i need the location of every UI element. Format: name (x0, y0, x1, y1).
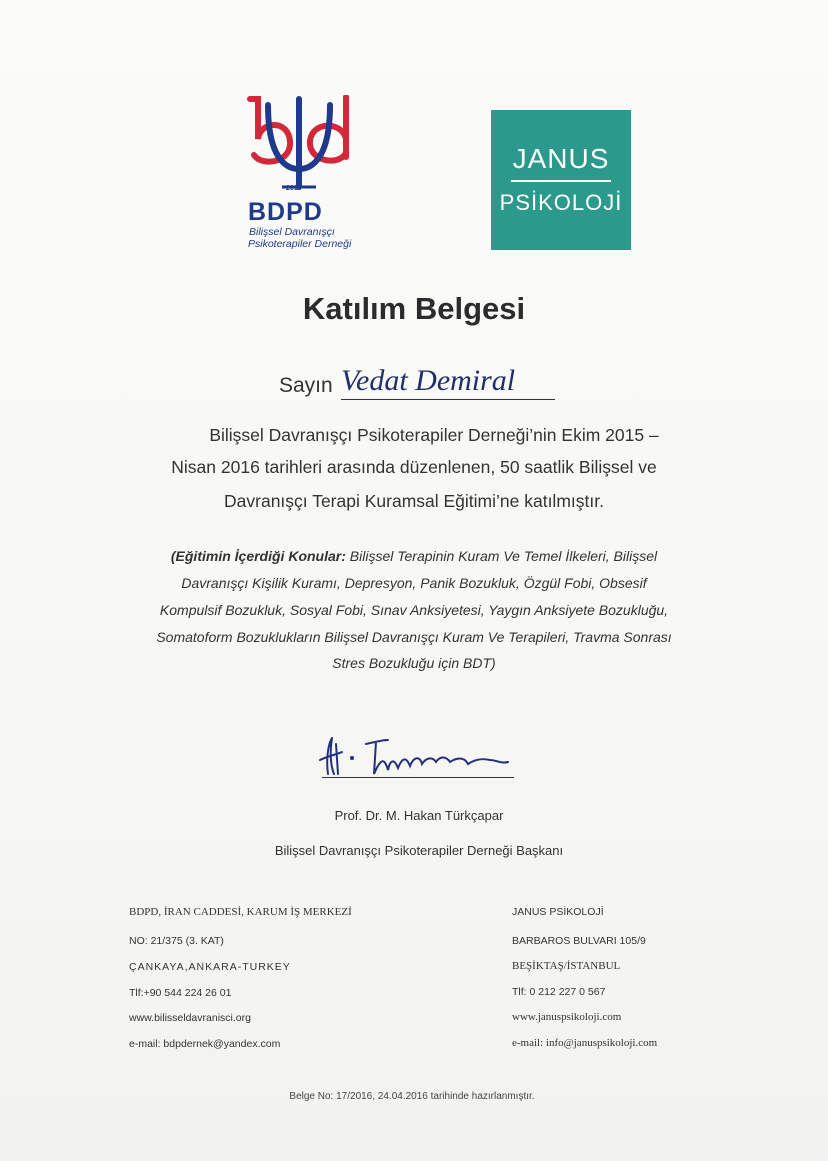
salutation: Sayın (279, 374, 333, 397)
topic-line: Davranışçı Kişilik Kuramı, Depresyon, Panik Bozukluk, Özgül Fobi, Obsesif (181, 575, 647, 591)
janus-logo-name: JANUS (512, 143, 610, 174)
topic-text: Bilişsel Terapinin Kuram Ve Temel İlkeleri, Bilişsel (345, 548, 658, 564)
recipient-name: Vedat Demiral (341, 364, 516, 397)
topic-line (0, 548, 828, 564)
bdpd-logo-subtitle-1: Bilişsel Davranışçı (249, 226, 335, 238)
right-address-line: BARBAROS BULVARI 105/9 (512, 935, 646, 947)
right-address-line: Tlf: 0 212 227 0 567 (512, 986, 606, 998)
left-address-line: NO: 21/375 (3. KAT) (129, 935, 224, 947)
left-address-line: e-mail: bdpdernek@yandex.com (129, 1038, 281, 1050)
bdpd-logo-year: 2010 (286, 185, 302, 192)
topic-line: Kompulsif Bozukluk, Sosyal Fobi, Sınav Anksiyetesi, Yaygın Anksiyete Bozukluğu, (159, 602, 669, 618)
right-address-line: e-mail: info@januspsikoloji.com (512, 1037, 658, 1049)
bdpd-emblem-icon (238, 95, 360, 195)
janus-logo-sub: PSİKOLOJİ (499, 190, 623, 215)
left-address-line: Tlf:+90 544 224 26 01 (129, 987, 232, 999)
janus-logo-divider (511, 180, 611, 182)
document-number-note: Belge No: 17/2016, 24.04.2016 tarihinde hazırlanmıştır. (289, 1091, 535, 1102)
signatory-name: Prof. Dr. M. Hakan Türkçapar (334, 808, 504, 823)
left-address-line: ÇANKAYA,ANKARA-TURKEY (129, 961, 291, 973)
bdpd-logo (238, 95, 360, 255)
signatory-title: Bilişsel Davranışçı Psikoterapiler Derneği Başkanı (274, 843, 564, 858)
body-line: Nisan 2016 tarihleri arasında düzenlenen, 50 saatlik Bilişsel ve (171, 457, 657, 477)
janus-logo (491, 110, 631, 250)
bdpd-logo-subtitle-2: Psikoterapiler Derneği (248, 238, 352, 250)
body-line: Bilişsel Davranışçı Psikoterapiler Derneği’nin Ekim 2015 – (209, 425, 659, 445)
right-address-line: www.januspsikoloji.com (512, 1011, 622, 1023)
topic-line: Stres Bozukluğu için BDT) (332, 655, 496, 671)
signature-icon (318, 730, 518, 782)
left-address-line: www.bilisseldavranisci.org (129, 1012, 251, 1024)
right-address-line: BEŞİKTAŞ/İSTANBUL (512, 960, 621, 972)
bdpd-logo-acronym: BDPD (248, 198, 323, 226)
topic-line: Somatoform Bozuklukların Bilişsel Davranışçı Kuram Ve Terapileri, Travma Sonrası (156, 629, 672, 645)
certificate-title: Katılım Belgesi (302, 291, 526, 326)
recipient-underline (341, 399, 555, 400)
right-address-line: JANUS PSİKOLOJİ (512, 906, 604, 918)
signature-line (322, 777, 514, 778)
recipient-row (279, 362, 559, 402)
body-line: Davranışçı Terapi Kuramsal Eğitimi’ne katılmıştır. (224, 491, 604, 511)
left-address-line: BDPD, İRAN CADDESİ, KARUM İŞ MERKEZİ (129, 906, 352, 918)
topics-label: (Eğitimin İçerdiği Konular: (170, 548, 346, 564)
